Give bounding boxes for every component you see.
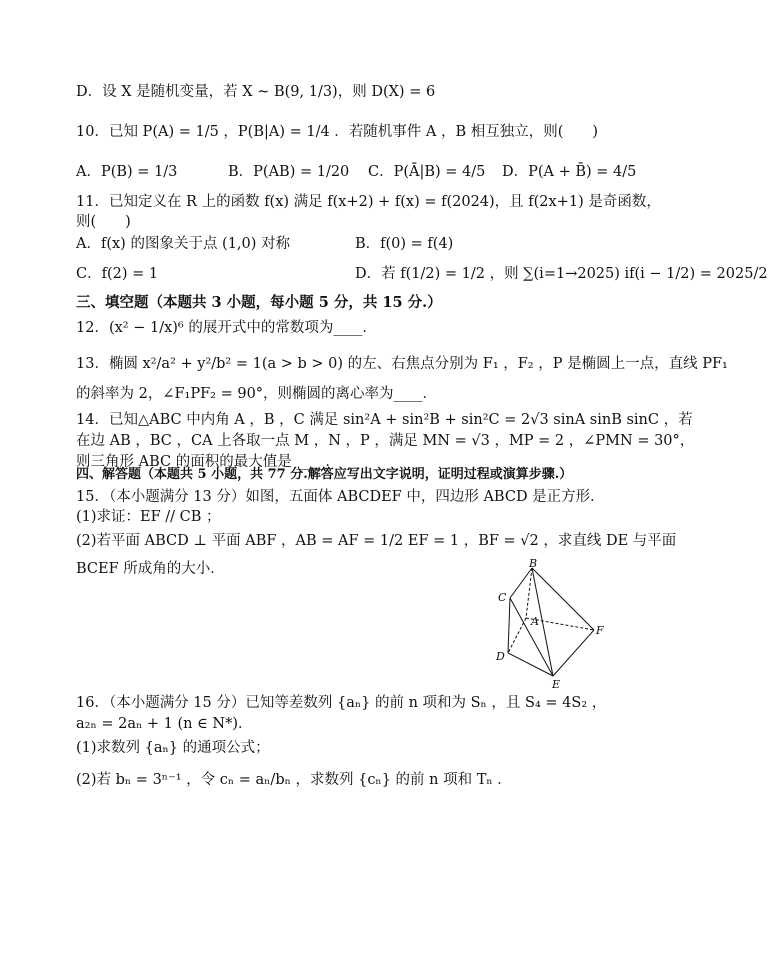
q15-part1: (1)求证：EF // CB ；	[76, 509, 221, 525]
label-d: D	[496, 650, 505, 663]
q16-stem-cont: a₂ₙ = 2aₙ + 1 (n ∈ N*)．	[76, 716, 253, 732]
q11-stem-cont: 则( )	[76, 214, 131, 230]
q14-stem-cont: 在边 AB ，BC ，CA 上各取一点 M ，N ，P ，满足 MN = √3 ，MP = 2 ，∠PMN = 30°，	[76, 433, 695, 449]
section-answer-header: 四、解答题（本题共 5 小题，共 77 分.解答应写出文字说明，证明过程或演算步骤.）	[76, 467, 573, 482]
q11-option-d: D．若 f(1/2) = 1/2 ，则 ∑(i=1→2025) if(i − 1/2) = 2025/2	[355, 266, 768, 282]
edge-cd	[508, 598, 510, 653]
q15-part2: (2)若平面 ABCD ⊥ 平面 ABF ，AB = AF = 1/2 EF = 1 ，BF = √2 ，求直线 DE 与平面	[76, 533, 677, 549]
q14-stem: 14．已知△ABC 中内角 A ，B ，C 满足 sin²A + sin²B + sin²C = 2√3 sinA sinB sinC ，若	[76, 412, 693, 428]
q11-stem: 11．已知定义在 R 上的函数 f(x) 满足 f(x+2) + f(x) = f(2024)，且 f(2x+1) 是奇函数，	[76, 194, 661, 210]
q13-stem-cont: 的斜率为 2，∠F₁PF₂ = 90°，则椭圆的离心率为____．	[76, 386, 438, 402]
q15-part2-cont: BCEF 所成角的大小．	[76, 561, 225, 577]
label-a: A	[531, 615, 539, 628]
q10-option-b: B．P(AB) = 1/20	[228, 164, 350, 180]
q14-stem-end: 则三角形 ABC 的面积的最大值是 ____．	[76, 454, 340, 470]
section-fill-in-header: 三、填空题（本题共 3 小题，每小题 5 分，共 15 分.）	[76, 294, 442, 311]
q10-option-d: D．P(A + B̄) = 4/5	[502, 164, 637, 180]
edge-ef	[553, 630, 594, 676]
q16-part1: (1)求数列 {aₙ} 的通项公式；	[76, 740, 270, 756]
edge-ad	[508, 618, 526, 653]
label-c: C	[498, 591, 507, 604]
q13-stem: 13．椭圆 x²/a² + y²/b² = 1(a > b > 0) 的左、右焦点分别为 F₁ ，F₂ ，P 是椭圆上一点，直线 PF₁	[76, 356, 728, 372]
q16-stem: 16．（本小题满分 15 分）已知等差数列 {aₙ} 的前 n 项和为 Sₙ ，且 S₄ = 4S₂ ，	[76, 695, 607, 711]
q10-option-c: C．P(Ā|B) = 4/5	[368, 164, 486, 180]
label-e: E	[552, 678, 561, 691]
q15-stem: 15．（本小题满分 13 分）如图，五面体 ABCDEF 中，四边形 ABCD 是正方形．	[76, 489, 605, 505]
q10-option-a: A．P(B) = 1/3	[76, 164, 178, 180]
label-b: B	[529, 557, 538, 570]
q10-stem: 10．已知 P(A) = 1/5 ，P(B|A) = 1/4 ．若随机事件 A ，B 相互独立，则( )	[76, 124, 599, 140]
q11-option-c: C．f(2) = 1	[76, 266, 159, 282]
q11-option-b: B．f(0) = f(4)	[355, 236, 454, 252]
q16-part2: (2)若 bₙ = 3ⁿ⁻¹ ，令 cₙ = aₙ/bₙ ，求数列 {cₙ} 的前 n 项和 Tₙ ．	[76, 772, 512, 788]
q9-option-d: D．设 X 是随机变量，若 X ~ B(9, 1/3)，则 D(X) = 6	[76, 84, 436, 100]
label-f: F	[596, 624, 604, 637]
q11-option-a: A．f(x) 的图象关于点 (1,0) 对称	[76, 236, 291, 252]
q12-stem: 12．(x² − 1/x)⁶ 的展开式中的常数项为____．	[76, 320, 377, 336]
pentahedron-figure	[490, 558, 615, 690]
